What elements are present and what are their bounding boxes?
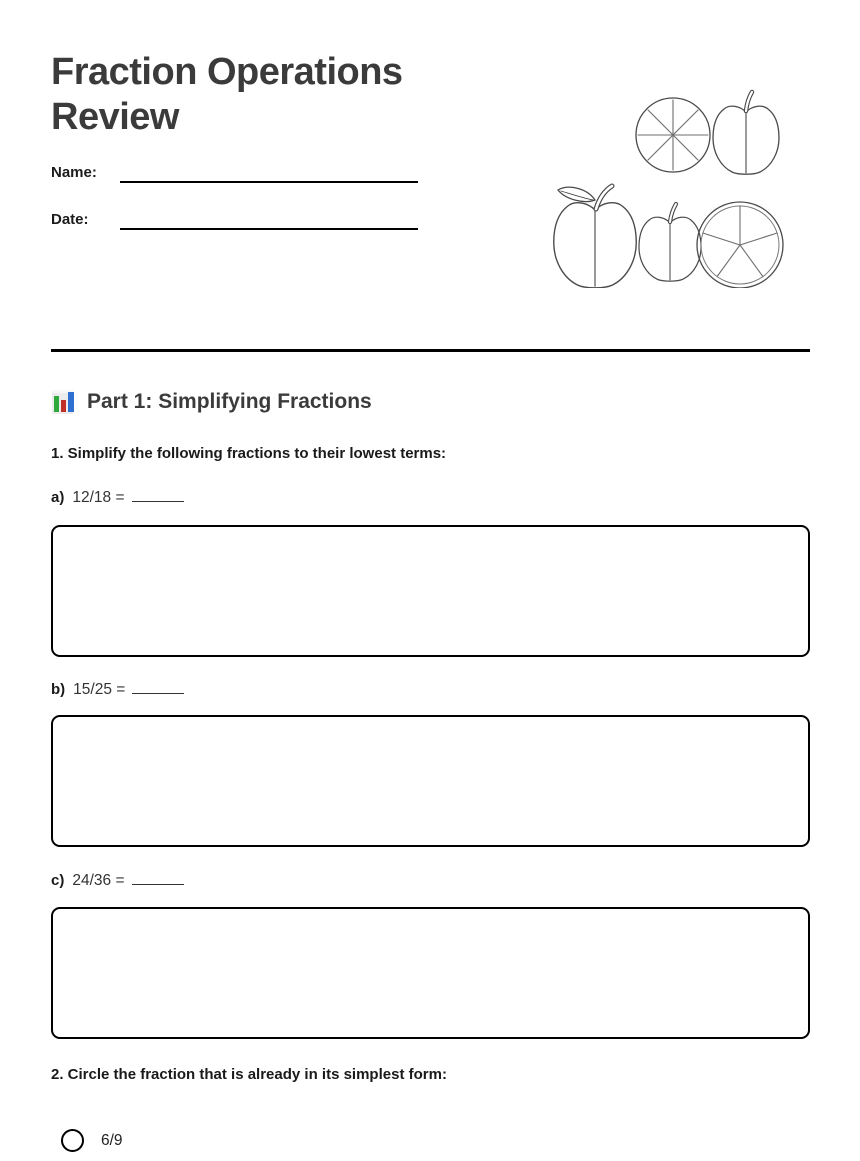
name-field-row (51, 163, 418, 183)
bar-chart-icon (51, 388, 78, 415)
apple-with-leaf-half-icon (554, 186, 637, 288)
page-title: Fraction Operations Review (51, 51, 403, 138)
item-label-c: c) (51, 872, 65, 889)
question-2-option-row (61, 1129, 123, 1152)
date-input-line[interactable] (120, 210, 418, 230)
question-2-prompt: 2. Circle the fraction that is already in its simplest form: (51, 1066, 447, 1083)
small-apple-half-icon (639, 204, 701, 281)
work-area-a[interactable] (51, 525, 810, 657)
work-area-b[interactable] (51, 715, 810, 847)
question-1-prompt: 1. Simplify the following fractions to their lowest terms: (51, 445, 447, 462)
option-label: 6/9 (101, 1131, 123, 1149)
section-divider (51, 349, 810, 352)
item-expression-c: 24/36 = (72, 872, 125, 889)
question-1c-row (51, 869, 184, 890)
question-1a-row (51, 486, 184, 507)
apple-half-icon (713, 92, 779, 174)
answer-blank-c[interactable] (132, 869, 184, 885)
part1-heading-row (51, 388, 372, 415)
date-field-row (51, 210, 418, 230)
orange-eighths-icon (636, 98, 710, 172)
name-label: Name: (51, 164, 97, 181)
item-label-b: b) (51, 681, 66, 698)
item-expression-b: 15/25 = (73, 681, 126, 698)
answer-blank-a[interactable] (132, 486, 184, 502)
part1-heading: Part 1: Simplifying Fractions (87, 389, 372, 413)
fraction-fruits-illustration (543, 83, 793, 288)
item-label-a: a) (51, 489, 65, 506)
question-1b-row (51, 678, 184, 699)
item-expression-a: 12/18 = (72, 489, 125, 506)
work-area-c[interactable] (51, 907, 810, 1039)
name-input-line[interactable] (120, 163, 418, 183)
date-label: Date: (51, 211, 89, 228)
orange-fifths-icon (697, 202, 783, 288)
option-radio-circle[interactable] (61, 1129, 84, 1152)
answer-blank-b[interactable] (132, 678, 184, 694)
